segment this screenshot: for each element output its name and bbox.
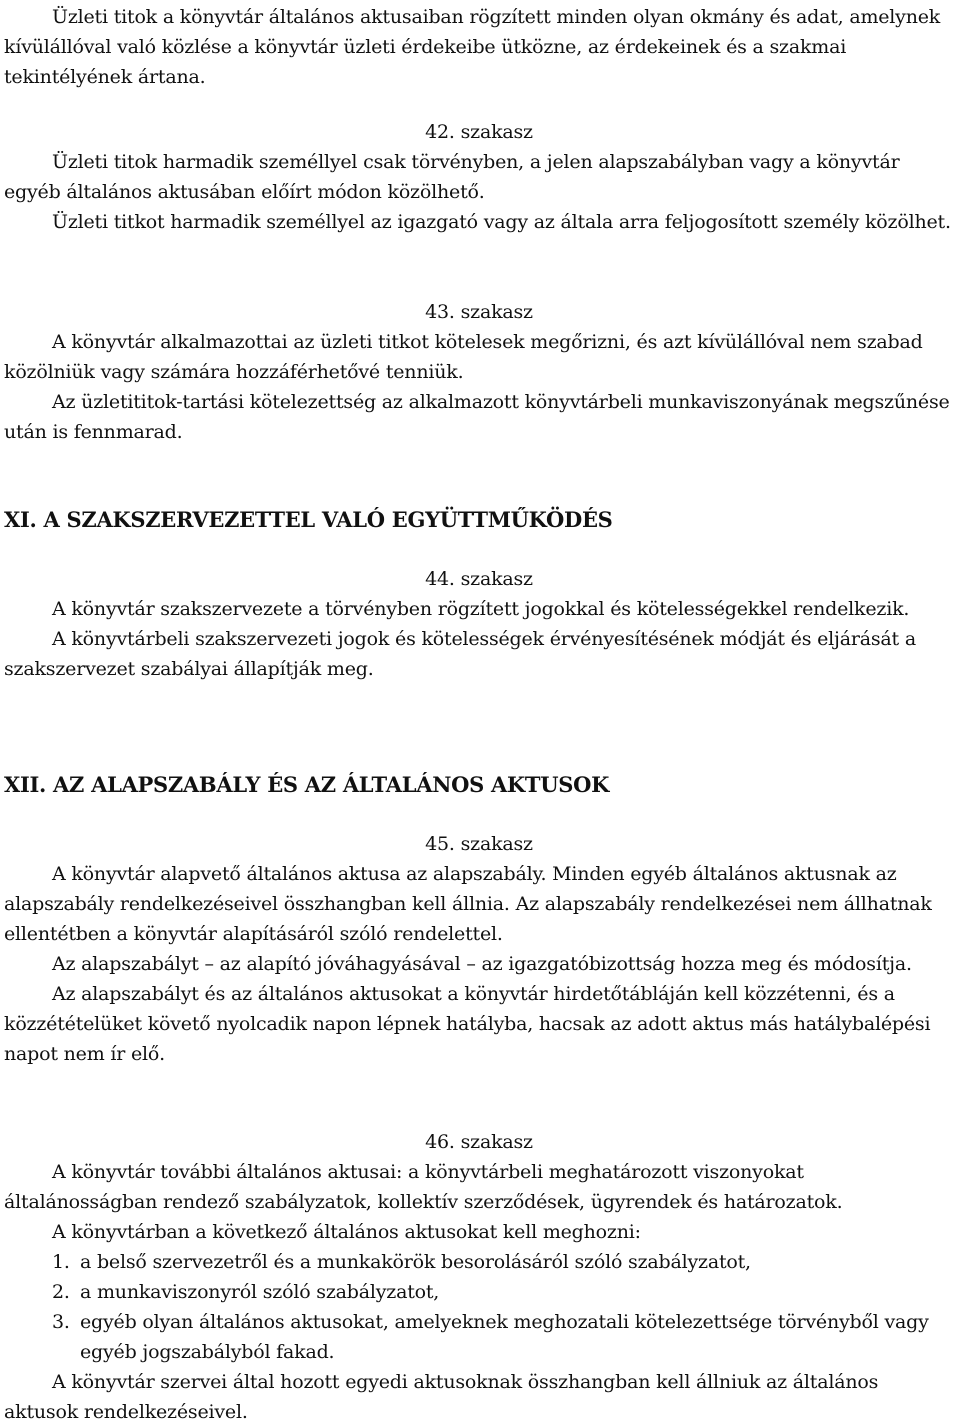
section-45-paragraph-2: Az alapszabályt – az alapító jóváhagyásával – az igazgatóbizottság hozza meg és módosítja. <box>52 953 912 975</box>
section-42-paragraph-1: Üzleti titok harmadik személlyel csak törvényben, a jelen alapszabályban vagy a könyvtár egyéb általános aktusában előírt módon közölhető. <box>4 151 900 203</box>
section-45-paragraph-3: Az alapszabályt és az általános aktusokat a könyvtár hirdetőtábláján kell közzétenni, és a közzétételüket követő nyolcadik napon lépnek hatályba, hacsak az adott aktus más hatálybalépési napot nem ír elő. <box>4 983 931 1065</box>
section-43 <box>4 297 954 447</box>
section-42-paragraph-2: Üzleti titkot harmadik személlyel az igazgató vagy az általa arra feljogosított személy közölhet. <box>52 211 951 233</box>
list-item-text: a munkaviszonyról szóló szabályzatot, <box>80 1281 440 1303</box>
chapter-12 <box>4 770 954 800</box>
section-44-title: 44. szakasz <box>425 568 533 590</box>
section-46-paragraph-3: A könyvtár szervei által hozott egyedi aktusoknak összhangban kell állniuk az általános aktusok rendelkezéseivel. <box>4 1371 879 1423</box>
section-44-paragraph-2: A könyvtárbeli szakszervezeti jogok és kötelességek érvényesítésének módját és eljárását a szakszervezet szabályai állapítják meg. <box>4 628 916 680</box>
section-43-title: 43. szakasz <box>425 301 533 323</box>
chapter-12-heading: XII. AZ ALAPSZABÁLY ÉS AZ ÁLTALÁNOS AKTUSOK <box>4 772 610 797</box>
list-item-number: 3. <box>52 1311 70 1333</box>
chapter-11-heading: XI. A SZAKSZERVEZETTEL VALÓ EGYÜTTMŰKÖDÉS <box>4 507 613 532</box>
section-46-title: 46. szakasz <box>425 1131 533 1153</box>
section-42-title: 42. szakasz <box>425 121 533 143</box>
section-42 <box>4 117 954 237</box>
section-46-paragraph-2: A könyvtárban a következő általános aktusokat kell meghozni: <box>52 1221 641 1243</box>
list-item-number: 1. <box>52 1251 70 1273</box>
intro-paragraph: Üzleti titok a könyvtár általános aktusaiban rögzített minden olyan okmány és adat, amelynek kívülállóval való közlése a könyvtár üzleti érdekeibe ütközne, az érdekeinek és a szakmai tekintélyének ártana. <box>4 6 941 88</box>
section-44-paragraph-1: A könyvtár szakszervezete a törvényben rögzített jogokkal és kötelességekkel rendelkezik. <box>52 598 910 620</box>
list-item-number: 2. <box>52 1281 70 1303</box>
section-44 <box>4 564 954 684</box>
section-46-paragraph-1: A könyvtár további általános aktusai: a könyvtárbeli meghatározott viszonyokat általánosságban rendező szabályzatok, kollektív szerződések, ügyrendek és határozatok. <box>4 1161 843 1213</box>
list-item <box>4 1307 954 1367</box>
section-43-paragraph-1: A könyvtár alkalmazottai az üzleti titkot kötelesek megőrizni, és azt kívülállóval nem szabad közölniük vagy számára hozzáférhetővé tenniük. <box>4 331 923 383</box>
section-46 <box>4 1127 954 1427</box>
section-45-title: 45. szakasz <box>425 833 533 855</box>
section-46-list <box>4 1247 954 1367</box>
list-item-text: a belső szervezetről és a munkakörök besorolásáról szóló szabályzatot, <box>80 1251 751 1273</box>
section-45 <box>4 829 954 1069</box>
list-item <box>4 1247 954 1277</box>
intro-section <box>4 2 954 92</box>
section-43-paragraph-2: Az üzletititok-tartási kötelezettség az alkalmazott könyvtárbeli munkaviszonyának megszűnése után is fennmarad. <box>4 391 950 443</box>
list-item <box>4 1277 954 1307</box>
section-45-paragraph-1: A könyvtár alapvető általános aktusa az alapszabály. Minden egyéb általános aktusnak az alapszabály rendelkezéseivel összhangban kell állnia. Az alapszabály rendelkezései nem állhatnak ellentétben a könyvtár alapításáról szóló rendelettel. <box>4 863 932 945</box>
chapter-11 <box>4 505 954 535</box>
list-item-text: egyéb olyan általános aktusokat, amelyeknek meghozatali kötelezettsége törvényből vagy egyéb jogszabályból fakad. <box>80 1311 929 1363</box>
